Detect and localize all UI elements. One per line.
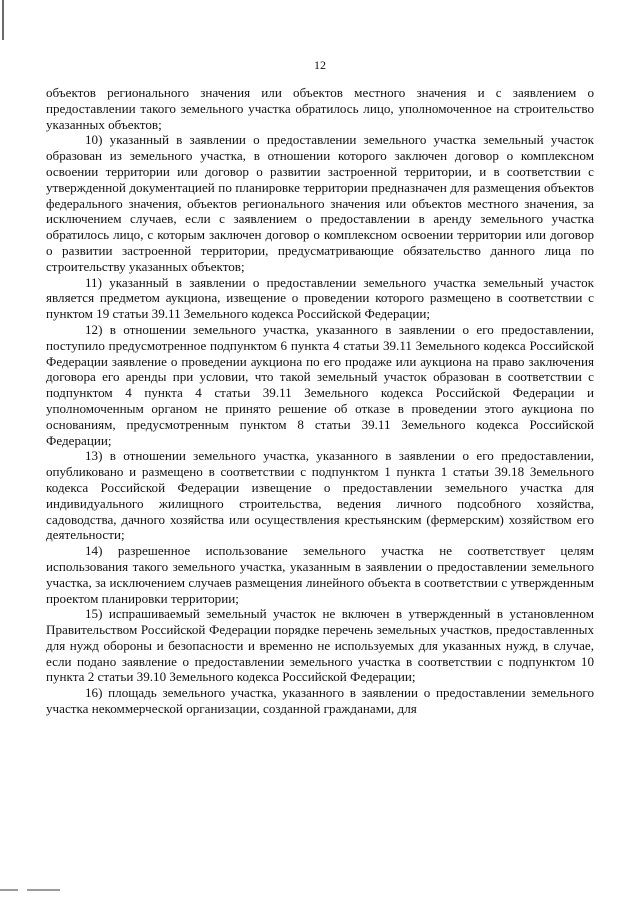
scan-edge-mark: [2, 0, 4, 40]
paragraph-item-14: 14) разрешенное использование земельного участка не соответствует целям использования такого земельного участка, указанным в заявлении о предоставлении земельного участка, за исключением случаев размещения линейного объекта в соответствии с утвержденным проектом планировки территории;: [46, 543, 594, 606]
paragraph-item-11: 11) указанный в заявлении о предоставлении земельного участка земельный участок является предметом аукциона, извещение о проведении которого размещено в соответствии с пунктом 19 статьи 39.11 Земельного кодекса Российской Федерации;: [46, 274, 594, 322]
scan-edge-mark-bottom: [0, 889, 60, 891]
paragraph-item-13: 13) в отношении земельного участка, указанного в заявлении о его предоставлении, опубликовано и размещено в соответствии с подпунктом 1 пункта 1 статьи 39.18 Земельного кодекса Российской Федерации извещение о предоставлении земельного участка для индивидуального жилищного строительства, ведения личного подсобного хозяйства, садоводства, дачного хозяйства или осуществления крестьянским (фермерским) хозяйством его деятельности;: [46, 448, 594, 543]
paragraph-item-15: 15) испрашиваемый земельный участок не включен в утвержденный в установленном Правительством Российской Федерации порядке перечень земельных участков, предоставленных для нужд обороны и безопасности и временно не используемых для указанных нужд, в случае, если подано заявление о предоставлении земельного участка в соответствии с подпунктом 10 пункта 2 статьи 39.10 Земельного кодекса Российской Федерации;: [46, 606, 594, 685]
paragraph-item-16: 16) площадь земельного участка, указанного в заявлении о предоставлении земельного участка некоммерческой организации, созданной гражданами, для: [46, 685, 594, 717]
paragraph-item-10: 10) указанный в заявлении о предоставлении земельного участка земельный участок образован из земельного участка, в отношении которого заключен договор о комплексном освоении территории или договор о развитии застроенной территории, и в соответствии с утвержденной документацией по планировке территории предназначен для размещения объектов федерального значения, объектов регионального значения или объектов местного значения, за исключением случаев, если с заявлением о предоставлении в аренду земельного участка обратилось лицо, с которым заключен договор о комплексном освоении территории или договор о развитии застроенной территории, предусматривающие обязательство данного лица по строительству указанных объектов;: [46, 132, 594, 274]
paragraph-item-12: 12) в отношении земельного участка, указанного в заявлении о его предоставлении, поступило предусмотренное подпунктом 6 пункта 4 статьи 39.11 Земельного кодекса Российской Федерации заявление о проведении аукциона по его продаже или аукциона на право заключения договора его аренды при условии, что такой земельный участок образован в соответствии с подпунктом 4 пункта 4 статьи 39.11 Земельного кодекса Российской Федерации и уполномоченным органом не принято решение об отказе в проведении этого аукциона по основаниям, предусмотренным пунктом 8 статьи 39.11 Земельного кодекса Российской Федерации;: [46, 321, 594, 448]
page-number: 12: [314, 58, 326, 72]
paragraph-continuation: объектов регионального значения или объектов местного значения и с заявлением о предоставлении такого земельного участка обратилось лицо, уполномоченное на строительство указанных объектов;: [46, 85, 594, 132]
document-body: [46, 85, 594, 717]
